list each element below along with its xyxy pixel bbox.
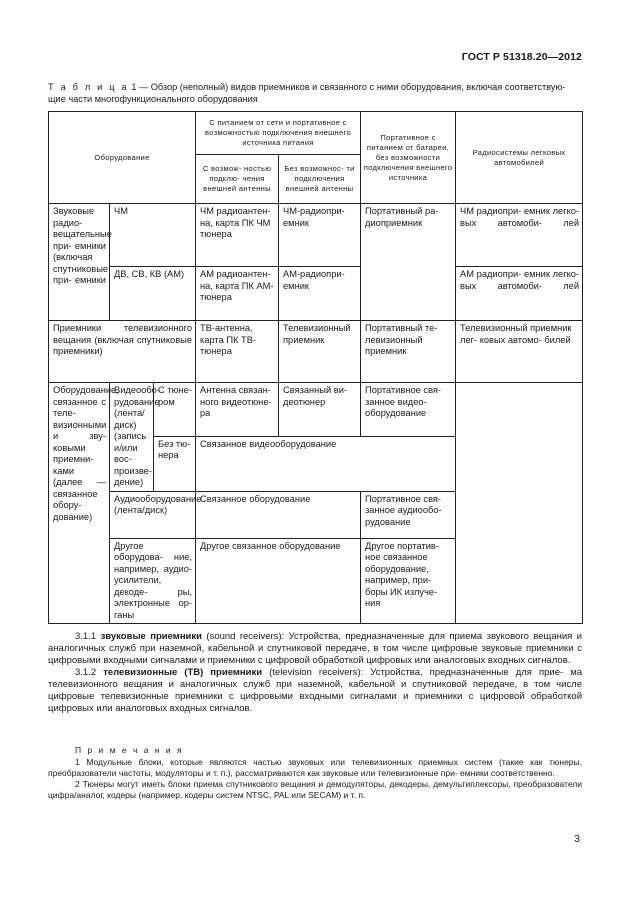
cell-sound-battery: Портативный ра- диоприемник xyxy=(361,204,456,321)
cell-tv-with-antenna: ТВ-антенна, карта ПК ТВ-тюнера xyxy=(196,321,279,383)
cell-tv-battery: Портативный те- левизионный приемник xyxy=(361,321,456,383)
row-label-other-equipment: Другое оборудова- ние, например, аудио- усилители, декоде- ры, электронные ор- ганы xyxy=(110,538,196,624)
standard-id: ГОСТ Р 51318.20—2012 xyxy=(461,51,582,63)
cell-fm-without-antenna: ЧМ-радиопри- емник xyxy=(279,204,361,267)
cell-tv-car: Телевизионный приемник лег- ковых автомо- билей xyxy=(456,321,583,383)
cell-video-battery: Портативное свя- занное видео- оборудование xyxy=(361,383,456,437)
band-am: ДВ, СВ, КВ (АМ) xyxy=(110,267,196,321)
header-equipment: Оборудование xyxy=(49,112,196,204)
header-without-antenna: Без возможнос- ти подключения внешней антенны xyxy=(279,155,361,204)
cell-associated-video: Связанное видеооборудование xyxy=(196,436,456,491)
cell-fm-with-antenna: ЧМ радиоантен- на, карта ПК ЧМ тюнера xyxy=(196,204,279,267)
cell-associated-other: Другое связанное оборудование xyxy=(196,538,361,624)
row-label-with-tuner: С тюне- ром xyxy=(154,383,196,437)
caption-text: 1 — Обзор (неполный) видов приемников и связанного с ними оборудования, включая соответствую- щие части многофункционального оборудования xyxy=(48,82,566,104)
row-label-sound-receivers: Звуковые радио- вещательные при- емники (включая спутниковые при- емники xyxy=(49,204,110,321)
row-label-without-tuner: Без тю- нера xyxy=(154,436,196,491)
table-caption xyxy=(48,82,580,105)
row-label-video-equipment: Видеообо- рудование (лента/диск) (запись и/или вос- произве- дение) xyxy=(110,383,154,492)
cell-associated-audio: Связанное оборудование xyxy=(196,491,361,538)
definition-term: телевизионные (ТВ) приемники xyxy=(103,667,263,678)
definition-number: 3.1.1 xyxy=(75,631,97,642)
header-car-radio: Радиосистемы легковых автомобилей xyxy=(456,112,583,204)
row-label-associated-equipment: Оборудование, связанное с теле- визионными и зву- ковыми приемни- ками (далее — связанное обору- дование) xyxy=(49,383,110,624)
definition-text: (television receivers): Устройства, предназначенные для прие- ма телевизионного вещания и аналогичных служб при наземной, кабельной и спутниковой передаче, в том числе цифровые телевизионные приемники с цифровыми входными сигналами и приемники с цифровой обработкой цифровых или аналоговых входных сигналов. xyxy=(48,667,583,714)
definition-text: (sound receivers): Устройства, предназначенные для приема звукового вещания и аналогичных служб при наземной, кабельной и спутниковой передаче, в том числе цифровые звуковые приемники с цифровыми входными сигналами и приемники с цифровой обработкой цифровых или аналоговых входных сигналов. xyxy=(48,631,583,666)
header-mains-portable: С питанием от сети и портативное с возможностью подключения внешнего источника питания xyxy=(196,112,361,155)
cell-fm-car: ЧМ радиопри- емник легко- вых автомоби- лей xyxy=(456,204,583,267)
note-item: 1 Модульные блоки, которые являются частью звуковых или телевизионных приемных систем (такие как тюнеры, преобразователи частоты, модуляторы и т. п.), рассматриваются как звуковые или телевизионные при- емники соответственно. xyxy=(48,757,582,778)
cell-associated-car-empty xyxy=(456,383,583,624)
cell-video-tuner: Связанный ви- деотюнер xyxy=(279,383,361,437)
cell-other-battery: Другое портатив- ное связанное оборудование, например, при- боры ИК излуче- ния xyxy=(361,538,456,624)
definition-tv-receivers xyxy=(48,667,582,715)
cell-am-without-antenna: АМ-радиопри- емник xyxy=(279,267,361,321)
notes-title: П р и м е ч а н и я xyxy=(75,745,184,755)
header-with-antenna: С возмож- ностью подклю- чения внешней антенны xyxy=(196,155,279,204)
definitions xyxy=(48,631,582,715)
cell-audio-battery: Портативное свя- занное аудиообо- рудование xyxy=(361,491,456,538)
header-battery-portable: Портативное с питанием от батареи, без возможности подключения внешнего источника xyxy=(361,112,456,204)
caption-prefix: Т а б л и ц а xyxy=(48,82,129,92)
page-number: 3 xyxy=(574,833,580,845)
receivers-table xyxy=(48,111,583,624)
row-label-audio-equipment: Аудиооборудование (лента/диск) xyxy=(110,491,196,538)
definition-sound-receivers xyxy=(48,631,582,667)
cell-tv-without-antenna: Телевизионный приемник xyxy=(279,321,361,383)
cell-am-with-antenna: АМ радиоантен- на, карта ПК АМ-тюнера xyxy=(196,267,279,321)
definition-term: звуковые приемники xyxy=(100,631,202,642)
band-fm: ЧМ xyxy=(110,204,196,267)
cell-video-tuner-antenna: Антенна связан- ного видеотюне- ра xyxy=(196,383,279,437)
notes xyxy=(48,745,582,801)
cell-am-car: АМ радиопри- емник легко- вых автомоби- лей xyxy=(456,267,583,321)
definition-number: 3.1.2 xyxy=(75,667,97,678)
row-label-tv-receivers: Приемники телевизионного вещания (включая спутниковые приемники) xyxy=(49,321,196,383)
note-item: 2 Тюнеры могут иметь блоки приема спутникового вещания и демодуляторы, декодеры, демультиплексоры, преобразователи цифра/аналог, кодеры (например, кодеры систем NTSC, PAL или SECAM) и т. п. xyxy=(48,779,582,800)
